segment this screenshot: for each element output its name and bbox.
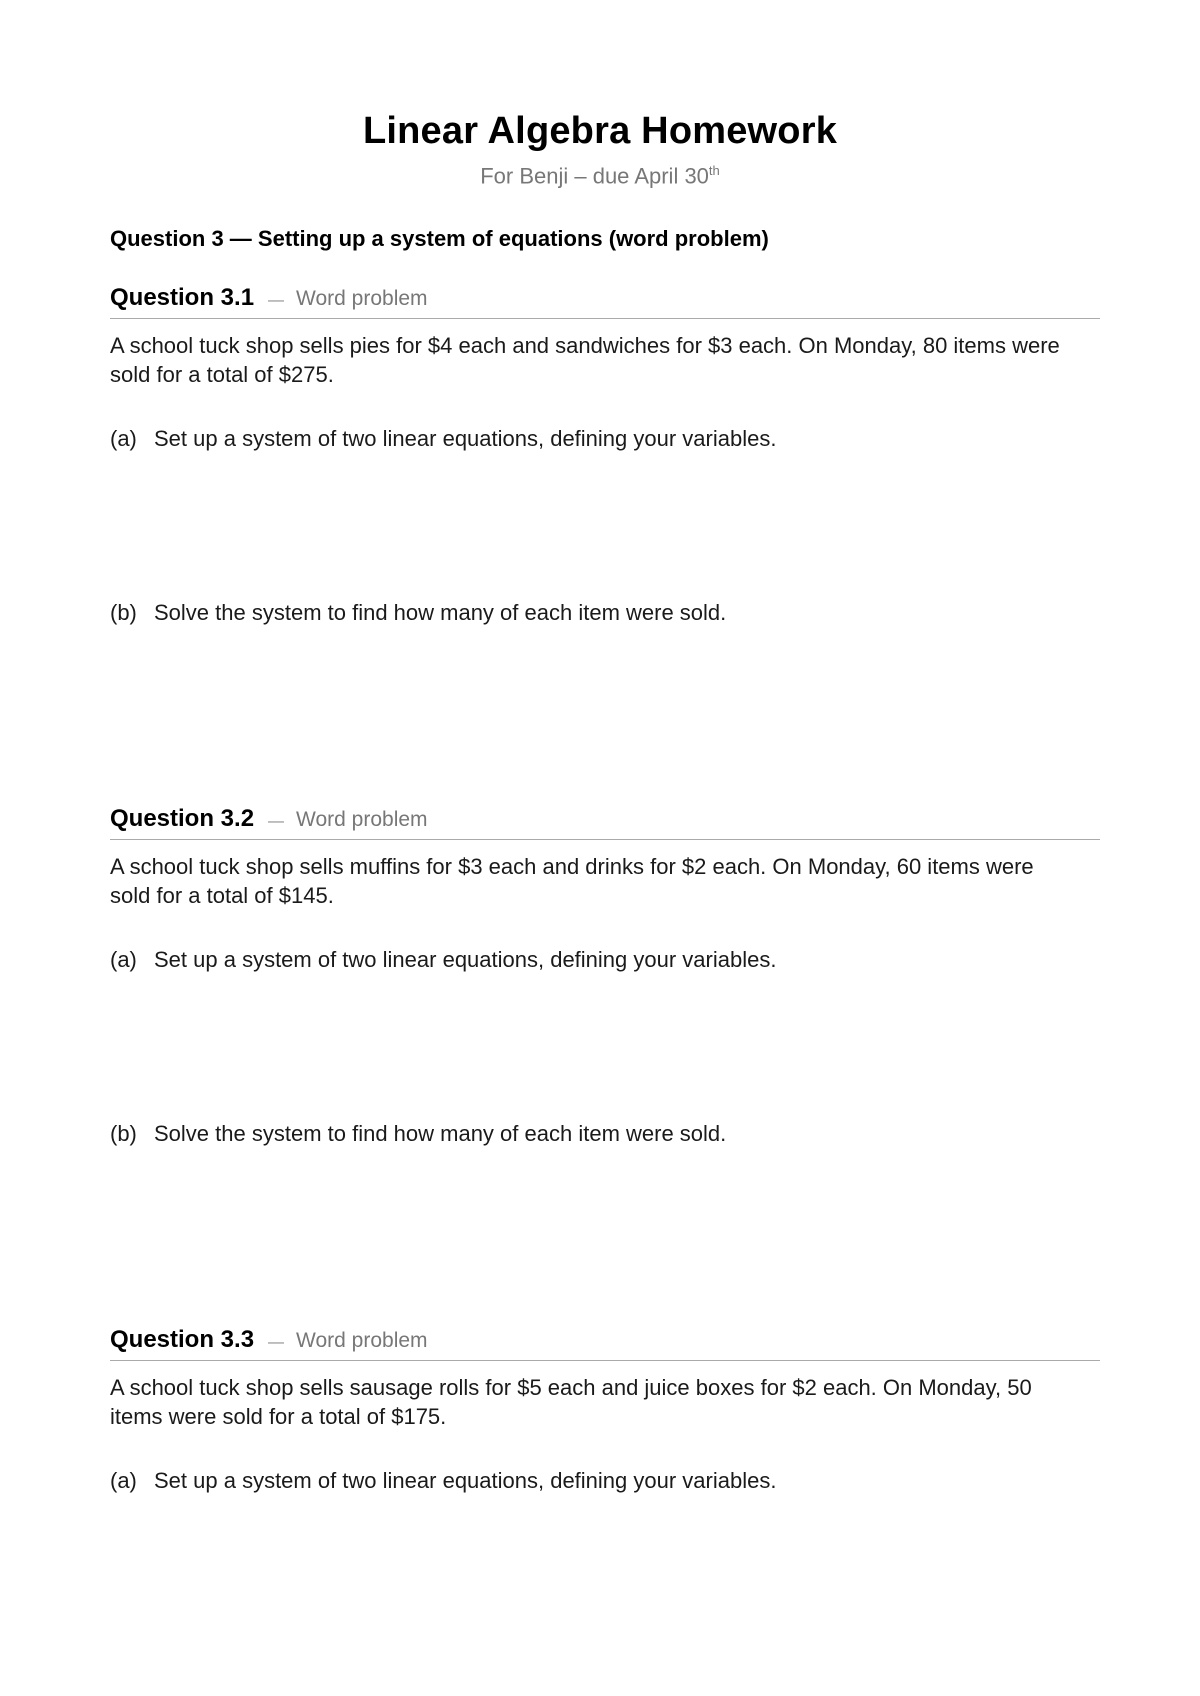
part-label: (a): [110, 426, 137, 451]
question-number: Question 3.2: [110, 805, 255, 832]
part-label: (b): [110, 1121, 137, 1146]
document-header: [0, 110, 1200, 189]
question-part-b: [110, 1121, 726, 1147]
part-label: (b): [110, 600, 137, 625]
question-3-2: [110, 805, 1100, 1146]
document-title: Linear Algebra Homework: [362, 110, 838, 152]
part-text: Solve the system to find how many of each item were sold.: [154, 1121, 727, 1146]
subtitle-ordinal: th: [708, 163, 720, 178]
section-heading: Question 3 — Setting up a system of equations (word problem): [110, 226, 769, 251]
question-dash: —: [268, 813, 285, 830]
question-part-b: [110, 600, 726, 626]
question-header: [110, 1326, 1100, 1361]
question-kind: Word problem: [296, 287, 428, 310]
question-dash: —: [268, 292, 285, 309]
part-label: (a): [110, 947, 137, 972]
question-kind: Word problem: [296, 1329, 428, 1352]
question-number: Question 3.3: [110, 1326, 255, 1353]
subtitle-text: For Benji – due April 30: [480, 163, 709, 189]
question-text: A school tuck shop sells sausage rolls for $5 each and juice boxes for $2 each. On Monday, 50 items were sold for a total of $175.: [110, 1375, 1032, 1429]
question-text: A school tuck shop sells muffins for $3 each and drinks for $2 each. On Monday, 60 items were sold for a total of $145.: [110, 854, 1034, 908]
question-part-a: [110, 426, 776, 452]
question-number: Question 3.1: [110, 284, 255, 311]
question-dash: —: [268, 1334, 285, 1351]
question-part-a: [110, 947, 776, 973]
question-text: A school tuck shop sells pies for $4 each and sandwiches for $3 each. On Monday, 80 items were sold for a total of $275.: [110, 333, 1060, 387]
part-text: Set up a system of two linear equations, defining your variables.: [154, 1468, 777, 1493]
question-header: [110, 284, 1100, 319]
part-text: Set up a system of two linear equations, defining your variables.: [154, 947, 777, 972]
question-part-a: [110, 1468, 776, 1494]
question-header: [110, 805, 1100, 840]
question-kind: Word problem: [296, 808, 428, 831]
part-text: Set up a system of two linear equations, defining your variables.: [154, 426, 777, 451]
question-3-3: [110, 1326, 1100, 1493]
part-label: (a): [110, 1468, 137, 1493]
document-subtitle: [0, 163, 1200, 189]
part-text: Solve the system to find how many of each item were sold.: [154, 600, 727, 625]
question-3-1: [110, 284, 1100, 625]
